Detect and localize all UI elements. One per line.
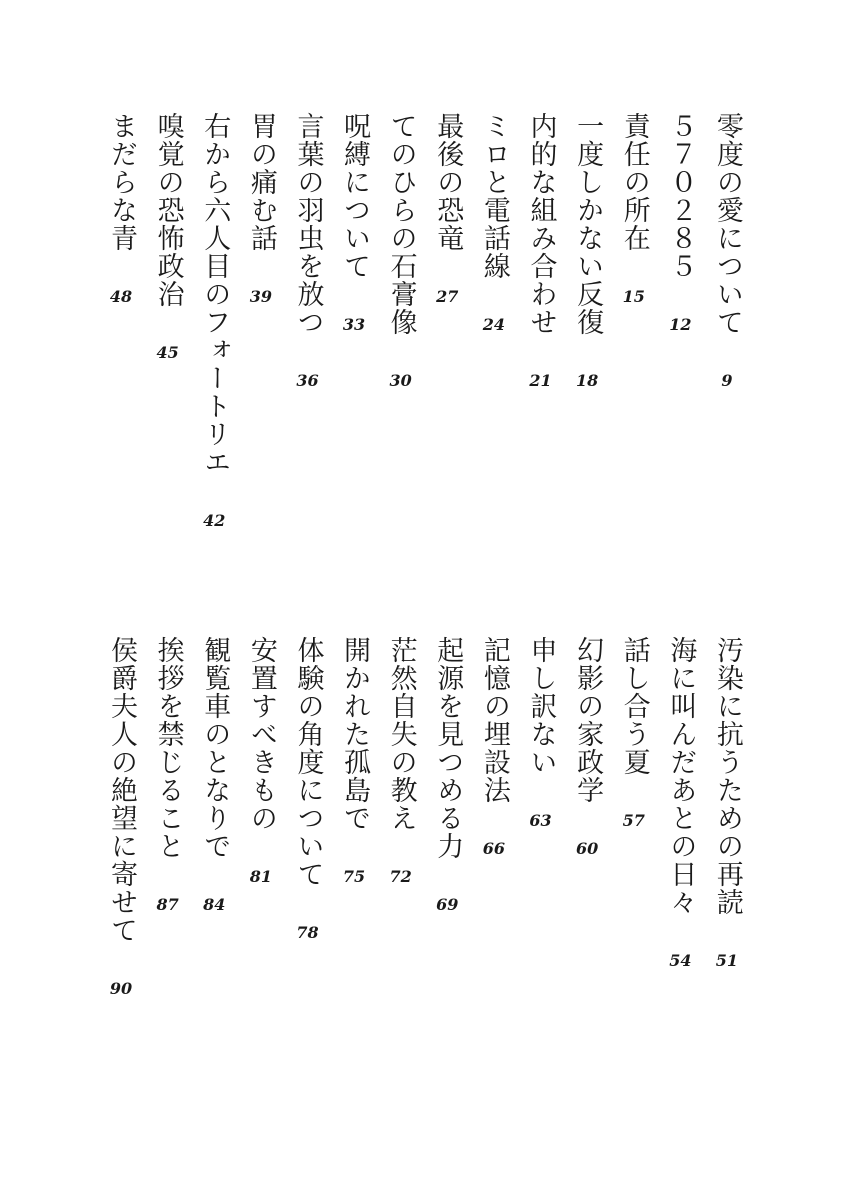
entry-title: 開かれた孤島で xyxy=(339,636,371,832)
entry-page-number: 21 xyxy=(529,371,552,390)
entry-page-number: 9 xyxy=(721,371,733,390)
entry-page-number: 87 xyxy=(156,895,179,914)
toc-entry[interactable] xyxy=(570,636,604,866)
toc-entry[interactable] xyxy=(710,112,744,398)
toc-entry[interactable] xyxy=(710,636,744,978)
entry-page-number: 60 xyxy=(575,839,599,858)
toc-entry[interactable] xyxy=(337,112,371,342)
toc-entry[interactable] xyxy=(290,112,324,398)
toc-entry[interactable] xyxy=(151,112,185,370)
toc-entry[interactable] xyxy=(617,112,651,314)
entry-title: 侯爵夫人の絶望に寄せて xyxy=(106,636,137,944)
entry-page-number: 81 xyxy=(249,867,272,886)
entry-page-number: 27 xyxy=(436,287,459,306)
toc-entry[interactable] xyxy=(384,636,418,894)
entry-title: 内的な組み合わせ xyxy=(525,112,557,336)
toc-entry[interactable] xyxy=(337,636,371,894)
entry-title: 汚染に抗うための再読 xyxy=(711,636,743,916)
toc-entry[interactable] xyxy=(244,112,278,314)
entry-title: 海に叫んだあとの日々 xyxy=(665,636,697,916)
entry-page-number: 78 xyxy=(296,923,319,942)
toc-entry[interactable] xyxy=(663,636,697,978)
entry-title: 零度の愛について xyxy=(711,112,743,336)
entry-page-number: 48 xyxy=(109,287,133,306)
toc-entry[interactable] xyxy=(663,112,697,342)
toc-entry[interactable] xyxy=(151,636,185,922)
entry-page-number: 63 xyxy=(529,811,552,830)
entry-title: 言葉の羽虫を放つ xyxy=(292,112,324,336)
entry-title: 一度しかない反復 xyxy=(572,112,604,336)
toc-entry[interactable] xyxy=(430,636,464,922)
entry-page-number: 30 xyxy=(389,371,412,390)
entry-page-number: 51 xyxy=(715,951,739,970)
toc-entry[interactable] xyxy=(430,112,464,314)
toc-upper-section xyxy=(104,112,744,532)
entry-page-number: 84 xyxy=(203,895,226,914)
entry-page-number: 36 xyxy=(296,371,319,390)
toc-entry[interactable] xyxy=(244,636,278,894)
entry-title: 安置すべきもの xyxy=(245,636,277,832)
entry-title: 話し合う夏 xyxy=(618,636,650,776)
toc-entry[interactable] xyxy=(384,112,418,398)
entry-page-number: 90 xyxy=(109,979,133,998)
entry-page-number: 69 xyxy=(436,895,459,914)
entry-title: 右から六人目のフォートリエ xyxy=(199,112,231,476)
toc-entry[interactable] xyxy=(570,112,604,398)
entry-title: 茫然自失の教え xyxy=(385,636,417,832)
entry-page-number: 42 xyxy=(203,511,226,530)
entry-title: てのひらの石膏像 xyxy=(385,112,417,336)
entry-page-number: 18 xyxy=(575,371,599,390)
toc-entry[interactable] xyxy=(104,636,138,1006)
entry-title: 挨拶を禁じること xyxy=(152,636,184,860)
entry-page-number: 66 xyxy=(482,839,506,858)
toc-entry[interactable] xyxy=(617,636,651,838)
entry-page-number: 45 xyxy=(156,343,179,362)
toc-entry[interactable] xyxy=(197,636,231,922)
entry-page-number: 54 xyxy=(669,951,692,970)
entry-page-number: 75 xyxy=(342,867,366,886)
entry-page-number: 72 xyxy=(389,867,412,886)
toc-lower-section xyxy=(104,636,744,996)
entry-page-number: 57 xyxy=(622,811,645,830)
entry-title: 体験の角度について xyxy=(292,636,324,888)
entry-title: まだらな青 xyxy=(106,112,137,252)
entry-title: 最後の恐竜 xyxy=(432,112,464,252)
entry-title: 嗅覚の恐怖政治 xyxy=(152,112,184,308)
entry-title: ミロと電話線 xyxy=(478,112,510,280)
entry-page-number: 15 xyxy=(622,287,645,306)
toc-entry[interactable] xyxy=(523,112,557,398)
toc-entry[interactable] xyxy=(197,112,231,538)
entry-page-number: 12 xyxy=(669,315,692,334)
entry-title: 起源を見つめる力 xyxy=(432,636,464,860)
entry-page-number: 39 xyxy=(249,287,272,306)
entry-title: 呪縛について xyxy=(339,112,371,280)
entry-page-number: 24 xyxy=(482,315,506,334)
toc-entry[interactable] xyxy=(104,112,138,314)
entry-page-number: 33 xyxy=(342,315,366,334)
entry-title: 幻影の家政学 xyxy=(572,636,604,804)
toc-entry[interactable] xyxy=(290,636,324,950)
toc-entry[interactable] xyxy=(477,112,511,342)
entry-title: ５７０２８５ xyxy=(665,112,697,280)
toc-entry[interactable] xyxy=(523,636,557,838)
toc-entry[interactable] xyxy=(477,636,511,866)
entry-title: 観覧車のとなりで xyxy=(199,636,231,860)
entry-title: 記憶の埋設法 xyxy=(478,636,510,804)
entry-title: 胃の痛む話 xyxy=(245,112,277,252)
entry-title: 申し訳ない xyxy=(525,636,557,776)
entry-title: 責任の所在 xyxy=(618,112,650,252)
